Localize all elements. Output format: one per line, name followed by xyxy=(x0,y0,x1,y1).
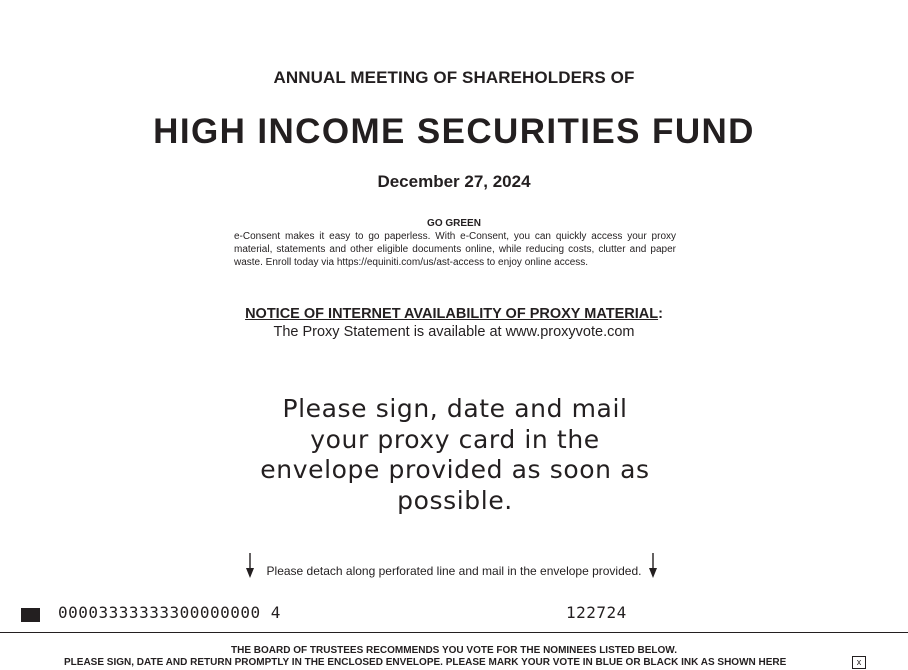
detach-arrow-down-icon xyxy=(648,553,658,579)
perforation-divider xyxy=(0,632,908,633)
notice-heading xyxy=(0,306,908,322)
meeting-title: ANNUAL MEETING OF SHAREHOLDERS OF xyxy=(273,68,635,87)
example-vote-mark-box: x xyxy=(852,656,866,669)
meeting-date: December 27, 2024 xyxy=(377,172,531,191)
go-green-heading: GO GREEN xyxy=(427,218,481,229)
job-number: 122724 xyxy=(566,603,627,622)
go-green-body: e-Consent makes it easy to go paperless. With e-Consent, you can quickly access your proxy material, statements and other eligible documents online, while reducing costs, clutter and paper waste. Enroll today via https://equiniti.com/us/ast-access to enjoy online access. xyxy=(234,231,676,268)
registration-mark xyxy=(21,608,40,622)
fund-name: HIGH INCOME SECURITIES FUND xyxy=(153,112,755,151)
sign-date-mail-message: Please sign, date and mail your proxy card in the envelope provided as soon as possible. xyxy=(260,394,650,515)
notice-body: The Proxy Statement is available at www.proxyvote.com xyxy=(273,324,635,340)
detach-instruction: Please detach along perforated line and mail in the envelope provided. xyxy=(266,564,642,578)
notice-heading-text: NOTICE OF INTERNET AVAILABILITY OF PROXY MATERIAL xyxy=(245,306,659,322)
board-recommendation: THE BOARD OF TRUSTEES RECOMMENDS YOU VOTE FOR THE NOMINEES LISTED BELOW. xyxy=(231,645,677,656)
notice-heading-colon: : xyxy=(658,306,663,322)
return-instructions: PLEASE SIGN, DATE AND RETURN PROMPTLY IN THE ENCLOSED ENVELOPE. PLEASE MARK YOUR VOTE IN BLUE OR BLACK INK AS SHOWN HERE xyxy=(64,657,787,668)
control-number: 00003333333300000000 4 xyxy=(58,603,281,622)
